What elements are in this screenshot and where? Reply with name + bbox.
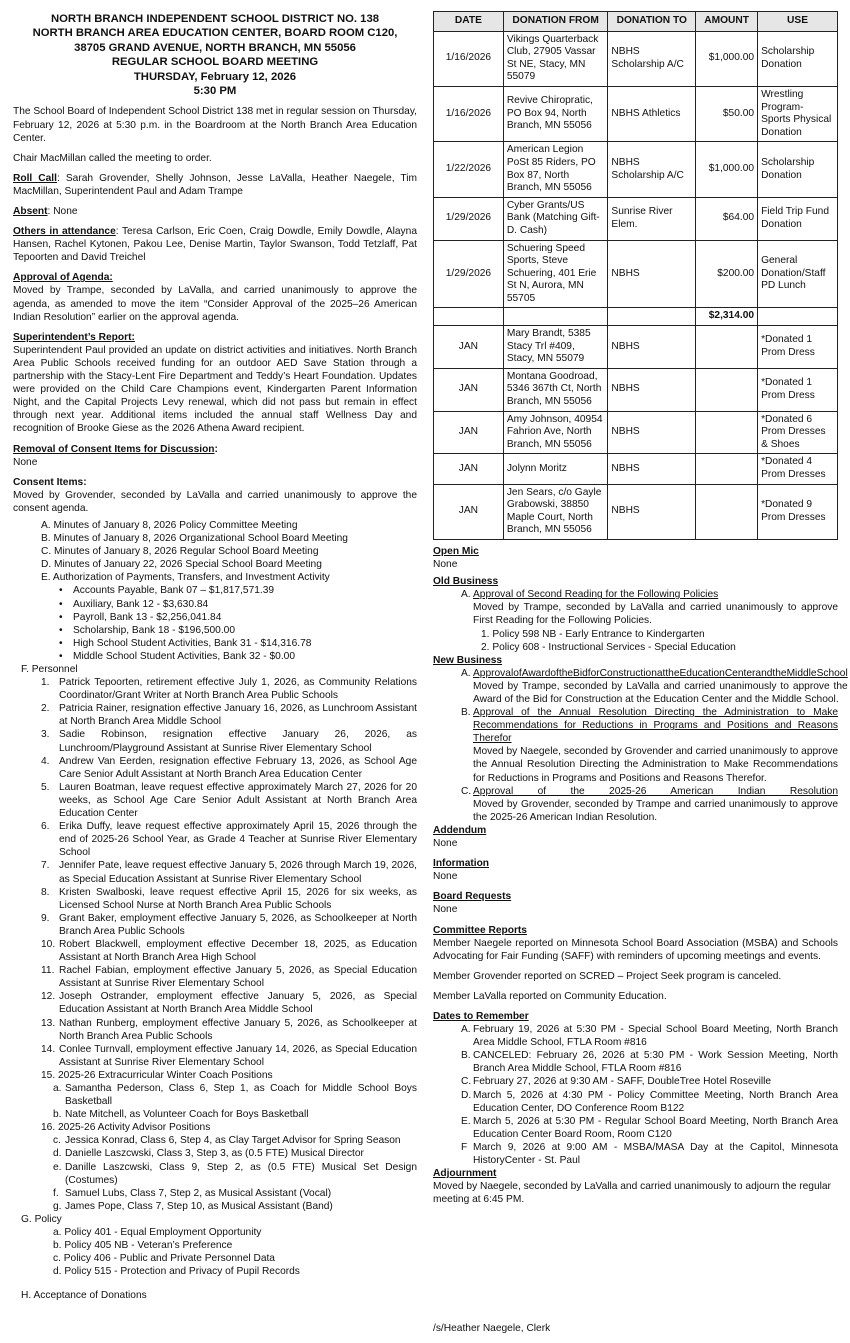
date-item bbox=[433, 1075, 838, 1088]
cell-use: *Donated 9 Prom Dresses bbox=[758, 484, 838, 539]
consent-item: C. Minutes of January 8, 2026 Regular School Board Meeting bbox=[41, 546, 319, 558]
cell-use: Field Trip Fund Donation bbox=[758, 197, 838, 240]
cell-use: *Donated 4 Prom Dresses bbox=[758, 454, 838, 484]
column-header-from: DONATION FROM bbox=[503, 12, 608, 32]
removal-label: Removal of Consent Items for Discussion bbox=[13, 443, 215, 455]
item-number: 13. bbox=[41, 1017, 56, 1029]
item-number: 10. bbox=[41, 938, 56, 950]
cell-total: $2,314.00 bbox=[696, 308, 758, 326]
cell-amount bbox=[696, 368, 758, 411]
donations-label: H. Acceptance of Donations bbox=[21, 1290, 147, 1302]
committee-label: Committee Reports bbox=[433, 924, 527, 936]
item-number: a. bbox=[53, 1083, 62, 1094]
cell-from: Jen Sears, c/o Gayle Grabowski, 38850 Maple Court, North Branch, MN 55056 bbox=[503, 484, 608, 539]
personnel-item bbox=[41, 820, 417, 859]
table-row bbox=[434, 86, 838, 141]
item-text: Erika Duffy, leave request effective approximately April 15, 2026 through the end of 2025-26 School Year, as Grade 4 Teacher at Sunrise River Elementary School bbox=[59, 821, 417, 859]
new-business-item-text: Moved by Naegele, seconded by Grovender and carried unanimously to approve the Annual Resolution Directing the Administration to Make Recommendations for Reductions in Programs and Positions and Reasons Therefor. bbox=[473, 746, 838, 784]
cell-use: Scholarship Donation bbox=[758, 142, 838, 197]
new-business-item-text: Moved by Grovender, seconded by Trampe and carried unanimously to approve the 2025-26 American Indian Resolution. bbox=[473, 798, 838, 823]
advisor-item bbox=[53, 1161, 417, 1187]
cell-date: 1/29/2026 bbox=[434, 197, 504, 240]
item-text: Jennifer Pate, leave request effective January 5, 2026 through March 19, 2026, as Special Education Assistant at Sunrise River Elementary School bbox=[59, 860, 417, 885]
item-number: d. bbox=[53, 1148, 62, 1160]
item-text: James Pope, Class 7, Step 10, as Musical Assistant (Band) bbox=[65, 1200, 333, 1212]
advisor-item bbox=[53, 1200, 417, 1213]
cell-empty bbox=[434, 308, 504, 326]
date-text: March 5, 2026 at 5:30 PM - Regular School Board Meeting, North Branch Area Education Center Board Room, Room C120 bbox=[473, 1115, 838, 1140]
personnel-item bbox=[41, 676, 417, 702]
new-business-list bbox=[433, 667, 848, 824]
cell-amount: $1,000.00 bbox=[696, 31, 758, 86]
removal-section bbox=[13, 443, 417, 469]
personnel-item bbox=[41, 755, 417, 781]
personnel-item bbox=[41, 728, 417, 754]
header-line: NORTH BRANCH AREA EDUCATION CENTER, BOARD ROOM C120, bbox=[32, 27, 398, 40]
policy-item: a. Policy 401 - Equal Employment Opportunity bbox=[53, 1227, 262, 1239]
item-text: Conlee Turnvall, employment effective January 14, 2026, as Special Education Assistant at Sunrise River Elementary School bbox=[59, 1043, 417, 1068]
absent-label: Absent bbox=[13, 206, 48, 217]
cell-use: *Donated 1 Prom Dress bbox=[758, 368, 838, 411]
personnel-item bbox=[41, 781, 417, 820]
advisors-list bbox=[13, 1134, 417, 1213]
committee-report: Member Naegele reported on Minnesota School Board Association (MSBA) and Schools Advocating for Fair Funding (SAFF) with reminders of upcoming meetings and events. bbox=[433, 937, 838, 962]
cell-to: NBHS Scholarship A/C bbox=[608, 31, 696, 86]
item-letter: D. bbox=[461, 1089, 472, 1101]
item-number: 4. bbox=[41, 755, 50, 767]
consent-text: Moved by Grovender, seconded by LaValla and carried unanimously to approve the consent agenda. bbox=[13, 489, 417, 514]
old-business-section bbox=[433, 575, 838, 654]
cell-to: NBHS bbox=[608, 240, 696, 308]
payment-text: Payroll, Bank 13 - $2,256,041.84 bbox=[73, 611, 222, 623]
coach-item bbox=[53, 1108, 417, 1121]
roll-call bbox=[13, 172, 417, 198]
consent-label: Consent Items: bbox=[13, 476, 87, 488]
cell-to: Sunrise River Elem. bbox=[608, 197, 696, 240]
date-text: February 19, 2026 at 5:30 PM - Special School Board Meeting, North Branch Area Middle School, FTLA Room #816 bbox=[473, 1024, 838, 1049]
date-item bbox=[433, 1141, 838, 1167]
item-number: 11. bbox=[41, 965, 55, 977]
table-row bbox=[434, 368, 838, 411]
consent-item: B. Minutes of January 8, 2026 Organizational School Board Meeting bbox=[41, 533, 348, 545]
bullet-glyph: • bbox=[59, 624, 63, 636]
item-letter: B. bbox=[461, 707, 471, 719]
cell-empty bbox=[758, 308, 838, 326]
superintendent-text: Superintendent Paul provided an update on district activities and initiatives. North Branch Area Public Schools received funding for an outdoor AED Save Station through a partnership with the Stacy-Lent Fire Department and Teddy’s Heart Foundation. Updates were provided on the Child Care Champions event, Kindergarten Parent Information Night, and the Capital Projects Levy renewal, which did not pass but remain in effect through next year. Additional items included the annual staff Wellness Day and recognition of Brooke Giese as the 2026 Athena Award recipient. bbox=[13, 344, 417, 435]
item-number: g. bbox=[53, 1200, 62, 1212]
cell-to: NBHS bbox=[608, 368, 696, 411]
item-number: c. bbox=[53, 1135, 61, 1147]
new-business-label: New Business bbox=[433, 654, 503, 666]
dates-list bbox=[433, 1023, 838, 1167]
header-line: REGULAR SCHOOL BOARD MEETING bbox=[111, 56, 319, 69]
payment-item bbox=[59, 650, 417, 663]
information-text: None bbox=[433, 871, 458, 883]
new-business-item-title: ApprovalofAwardoftheBidforConstructionattheEducationCenterandtheMiddleSchool bbox=[473, 667, 848, 679]
cell-empty bbox=[503, 308, 608, 326]
new-business-item-body bbox=[473, 667, 848, 706]
item-number: b. bbox=[53, 1109, 62, 1121]
absent bbox=[13, 205, 417, 218]
cell-from: Schuering Speed Sports, Steve Schuering, 401 Erie St N, Aurora, MN 55705 bbox=[503, 240, 608, 308]
item-letter: B. bbox=[461, 1050, 471, 1062]
personnel-item bbox=[41, 964, 417, 990]
personnel-list bbox=[13, 676, 417, 1069]
payment-item bbox=[59, 598, 417, 611]
policy-list bbox=[13, 1226, 417, 1278]
payment-text: High School Student Activities, Bank 31 - $14,316.78 bbox=[73, 637, 312, 649]
others-attendance bbox=[13, 225, 417, 264]
cell-from: American Legion PoSt 85 Riders, PO Box 87, North Branch, MN 55056 bbox=[503, 142, 608, 197]
left-column bbox=[13, 12, 417, 1303]
cell-amount: $1,000.00 bbox=[696, 142, 758, 197]
item-text: Rachel Fabian, employment effective January 5, 2026, as Special Education Assistant at Sunrise River Elementary School bbox=[59, 965, 417, 990]
cell-use: General Donation/Staff PD Lunch bbox=[758, 240, 838, 308]
coaches-label: 15. 2025-26 Extracurricular Winter Coach Positions bbox=[41, 1069, 273, 1081]
item-text: Sadie Robinson, resignation effective January 26, 2026, as Lunchroom/Playground Assistant at Sunrise River Elementary School bbox=[59, 729, 417, 754]
item-text: Nate Mitchell, as Volunteer Coach for Boys Basketball bbox=[65, 1109, 309, 1121]
item-letter: F bbox=[461, 1141, 468, 1153]
cell-to: NBHS Athletics bbox=[608, 86, 696, 141]
cell-amount bbox=[696, 326, 758, 369]
agenda-label: Approval of Agenda: bbox=[13, 272, 113, 284]
consent-section bbox=[13, 476, 417, 1303]
adjournment-label: Adjournment bbox=[433, 1168, 497, 1180]
payment-text: Middle School Student Activities, Bank 32 - $0.00 bbox=[73, 650, 295, 662]
committee-section bbox=[433, 924, 838, 1003]
new-business-item bbox=[433, 706, 838, 785]
old-business-item-title: Approval of Second Reading for the Following Policies bbox=[473, 589, 719, 601]
new-business-item-body bbox=[473, 706, 838, 785]
policy-item: b. Policy 405 NB - Veteran’s Preference bbox=[53, 1240, 233, 1252]
cell-from: Amy Johnson, 40954 Fahrion Ave, North Branch, MN 55056 bbox=[503, 411, 608, 454]
clerk-signature: /s/Heather Naegele, Clerk bbox=[433, 1323, 551, 1334]
item-number: 14. bbox=[41, 1043, 56, 1055]
item-text: Jessica Konrad, Class 6, Step 4, as Clay Target Advisor for Spring Season bbox=[65, 1135, 401, 1147]
coaches-list bbox=[13, 1082, 417, 1121]
committee-report: Member Grovender reported on SCRED – Project Seek program is canceled. bbox=[433, 970, 782, 982]
open-mic-section bbox=[433, 545, 838, 571]
payment-item bbox=[59, 624, 417, 637]
bullet-glyph: • bbox=[59, 637, 63, 649]
consent-item: D. Minutes of January 22, 2026 Special School Board Meeting bbox=[41, 559, 322, 571]
superintendent-label: Superintendent’s Report: bbox=[13, 331, 135, 343]
item-number: 3. bbox=[41, 729, 50, 741]
personnel-item bbox=[41, 912, 417, 938]
cell-amount bbox=[696, 411, 758, 454]
personnel-item bbox=[41, 1043, 417, 1069]
column-header-use: USE bbox=[758, 12, 838, 32]
cell-use: Wrestling Program- Sports Physical Donation bbox=[758, 86, 838, 141]
donations-table-body bbox=[434, 31, 838, 539]
absent-text: : None bbox=[47, 206, 78, 217]
date-text: March 9, 2026 at 9:00 AM - MSBA/MASA Day at the Capitol, Minnesota HistoryCenter - St. Paul bbox=[473, 1141, 838, 1166]
cell-from: Mary Brandt, 5385 Stacy Trl #409, Stacy, MN 55079 bbox=[503, 326, 608, 369]
date-item bbox=[433, 1089, 838, 1115]
others-label: Others in attendance bbox=[13, 226, 116, 238]
cell-date: JAN bbox=[434, 484, 504, 539]
cell-to: NBHS bbox=[608, 484, 696, 539]
cell-amount: $200.00 bbox=[696, 240, 758, 308]
item-number: 7. bbox=[41, 860, 50, 872]
cell-amount: $64.00 bbox=[696, 197, 758, 240]
item-text: Nathan Runberg, employment effective January 5, 2026, as Schoolkeeper at North Branch Area Public Schools bbox=[59, 1017, 417, 1042]
item-text: Danille Laszcwski, Class 9, Step 2, as (0.5 FTE) Musical Set Design (Costumes) bbox=[65, 1161, 417, 1186]
payment-text: Auxiliary, Bank 12 - $3,630.84 bbox=[73, 598, 209, 610]
table-row bbox=[434, 142, 838, 197]
item-text: Joseph Ostrander, employment effective January 5, 2026, as Special Education Assistant at North Branch Area Middle School bbox=[59, 991, 417, 1016]
board-requests-section bbox=[433, 890, 838, 916]
cell-date: 1/16/2026 bbox=[434, 31, 504, 86]
cell-from: Cyber Grants/US Bank (Matching Gift-D. Cash) bbox=[503, 197, 608, 240]
item-text: Kristen Swalboski, leave request effective April 15, 2026 for six weeks, as Licensed School Nurse at North Branch Area Public Schools bbox=[59, 886, 417, 911]
table-row bbox=[434, 484, 838, 539]
cell-amount bbox=[696, 454, 758, 484]
personnel-item bbox=[41, 990, 417, 1016]
bullet-glyph: • bbox=[59, 598, 63, 610]
old-business-policy: 2. Policy 608 - Instructional Services - Special Education bbox=[481, 641, 736, 653]
item-number: 6. bbox=[41, 821, 50, 833]
roll-call-label: Roll Call bbox=[13, 172, 57, 184]
item-text: Grant Baker, employment effective January 5, 2026, as Schoolkeeper at North Branch Area Public Schools bbox=[59, 912, 417, 937]
personnel-item bbox=[41, 938, 417, 964]
information-label: Information bbox=[433, 858, 490, 870]
cell-to: NBHS Scholarship A/C bbox=[608, 142, 696, 197]
header-line: THURSDAY, February 12, 2026 bbox=[133, 70, 297, 83]
donations-table bbox=[433, 11, 838, 540]
table-row bbox=[434, 31, 838, 86]
new-business-item bbox=[433, 667, 848, 706]
item-letter: E. bbox=[461, 1115, 471, 1127]
old-business-policy: 1. Policy 598 NB - Early Entrance to Kindergarten bbox=[481, 628, 705, 640]
advisor-item bbox=[53, 1147, 417, 1160]
table-header-row bbox=[434, 12, 838, 32]
payment-text: Scholarship, Bank 18 - $196,500.00 bbox=[73, 624, 235, 636]
adjournment-text: Moved by Naegele, seconded by LaValla and carried unanimously to adjourn the regular meeting at 6:45 PM. bbox=[433, 1181, 831, 1206]
dates-section bbox=[433, 1010, 838, 1167]
item-number: e. bbox=[53, 1161, 62, 1173]
cell-to: NBHS bbox=[608, 326, 696, 369]
cell-to: NBHS bbox=[608, 411, 696, 454]
cell-date: JAN bbox=[434, 454, 504, 484]
item-text: Lauren Boatman, leave request effective approximately March 27, 2026 for 20 weeks, as School Age Care Senior Adult Assistant at North Branch Area Education Center bbox=[59, 781, 417, 820]
item-number: 12. bbox=[41, 991, 56, 1003]
addendum-label: Addendum bbox=[433, 824, 487, 836]
item-text: Samuel Lubs, Class 7, Step 2, as Musical Assistant (Vocal) bbox=[65, 1187, 332, 1199]
old-business-item-text: Moved by Trampe, seconded by LaValla and carried unanimously to approve First Reading for the Following Policies. bbox=[473, 602, 838, 627]
date-text: March 5, 2026 at 4:30 PM - Policy Committee Meeting, North Branch Area Education Center, DO Conference Room B122 bbox=[473, 1089, 838, 1114]
addendum-section bbox=[433, 824, 838, 850]
item-letter: A. bbox=[461, 1024, 471, 1036]
cell-from: Montana Goodroad, 5346 367th Ct, North Branch, MN 55056 bbox=[503, 368, 608, 411]
date-item bbox=[433, 1049, 838, 1075]
consent-item: E. Authorization of Payments, Transfers, and Investment Activity bbox=[41, 572, 330, 584]
item-number: 2. bbox=[41, 703, 50, 715]
bullet-glyph: • bbox=[59, 650, 63, 662]
old-business-item bbox=[433, 588, 838, 653]
agenda-text: Moved by Trampe, seconded by LaValla, and carried unanimously to approve the agenda, as amended to move the item “Consider Approval of the 2025–26 American Indian Resolution” earlier on the approval agenda. bbox=[13, 285, 417, 323]
cell-date: JAN bbox=[434, 368, 504, 411]
item-letter: C. bbox=[461, 785, 472, 797]
coach-item bbox=[53, 1082, 417, 1108]
agenda-section bbox=[13, 271, 417, 323]
item-text: Patricia Rainer, resignation effective January 16, 2026, as Lunchroom Assistant at North Branch Area Middle School bbox=[59, 703, 417, 728]
board-requests-label: Board Requests bbox=[433, 891, 512, 903]
personnel-item bbox=[41, 859, 417, 885]
header-line: NORTH BRANCH INDEPENDENT SCHOOL DISTRICT NO. 138 bbox=[50, 13, 380, 25]
personnel-item bbox=[41, 1017, 417, 1043]
personnel-item bbox=[41, 886, 417, 912]
new-business-item-body bbox=[473, 785, 838, 824]
column-header-date: DATE bbox=[434, 12, 504, 32]
old-business-item-body bbox=[473, 588, 838, 653]
policy-item: d. Policy 515 - Protection and Privacy of Pupil Records bbox=[53, 1266, 300, 1278]
header-line: 5:30 PM bbox=[193, 85, 237, 98]
consent-item: A. Minutes of January 8, 2026 Policy Committee Meeting bbox=[41, 519, 298, 531]
table-row bbox=[434, 454, 838, 484]
removal-text: None bbox=[13, 456, 38, 468]
cell-date: 1/22/2026 bbox=[434, 142, 504, 197]
item-text: Patrick Tepoorten, retirement effective July 1, 2026, as Community Relations Coordinator/Grant Writer at North Branch Area Public Schools bbox=[59, 677, 417, 702]
item-number: 9. bbox=[41, 912, 50, 924]
bullet-glyph: • bbox=[59, 611, 63, 623]
removal-colon: : bbox=[214, 443, 218, 455]
new-business-section bbox=[433, 654, 848, 824]
cell-use: Scholarship Donation bbox=[758, 31, 838, 86]
cell-use: *Donated 6 Prom Dresses & Shoes bbox=[758, 411, 838, 454]
table-row bbox=[434, 240, 838, 308]
date-item bbox=[433, 1115, 838, 1141]
intro-paragraph: The School Board of Independent School District 138 met in regular session on Thursday, February 12, 2026 at 5:30 p.m. in the Boardroom at the North Branch Area Education Center. bbox=[13, 106, 417, 144]
item-number: 5. bbox=[41, 781, 50, 793]
order-paragraph: Chair MacMillan called the meeting to order. bbox=[13, 152, 212, 164]
cell-from: Revive Chiropratic, PO Box 94, North Branch, MN 55056 bbox=[503, 86, 608, 141]
payments-list bbox=[13, 584, 417, 663]
cell-amount bbox=[696, 484, 758, 539]
item-text: Robert Blackwell, employment effective December 18, 2025, as Education Assistant at North Branch Area High School bbox=[59, 938, 417, 964]
open-mic-label: Open Mic bbox=[433, 545, 479, 557]
bullet-glyph: • bbox=[59, 585, 63, 597]
personnel-label: F. Personnel bbox=[21, 664, 78, 675]
header-line: 38705 GRAND AVENUE, NORTH BRANCH, MN 55056 bbox=[74, 41, 356, 54]
advisor-item bbox=[53, 1187, 417, 1200]
addendum-text: None bbox=[433, 838, 458, 850]
policy-label: G. Policy bbox=[21, 1213, 62, 1225]
item-text: Samantha Pederson, Class 6, Step 1, as Coach for Middle School Boys Basketball bbox=[65, 1083, 417, 1108]
item-text: Danielle Laszcwski, Class 3, Step 3, as (0.5 FTE) Musical Director bbox=[65, 1148, 364, 1160]
cell-date: JAN bbox=[434, 326, 504, 369]
item-number: 8. bbox=[41, 886, 50, 898]
cell-amount: $50.00 bbox=[696, 86, 758, 141]
payment-item bbox=[59, 637, 417, 650]
item-text: Andrew Van Eerden, resignation effective February 13, 2026, as School Age Care Senior Adult Assistant at North Branch Area Education Center bbox=[59, 755, 417, 780]
column-header-amount: AMOUNT bbox=[696, 12, 758, 32]
item-number: 1. bbox=[41, 677, 50, 689]
cell-date: 1/29/2026 bbox=[434, 240, 504, 308]
advisor-item bbox=[53, 1134, 417, 1147]
date-text: CANCELED: February 26, 2026 at 5:30 PM - Work Session Meeting, North Branch Area Middle School, FTLA Room #816 bbox=[473, 1050, 838, 1075]
cell-from: Vikings Quarterback Club, 27905 Vassar St NE, Stacy, MN 55079 bbox=[503, 31, 608, 86]
date-item bbox=[433, 1023, 838, 1049]
total-row bbox=[434, 308, 838, 326]
right-column bbox=[433, 11, 848, 1334]
cell-date: JAN bbox=[434, 411, 504, 454]
others-text: : Teresa Carlson, Eric Coen, Craig Dowdle, Emily Dowdle, Alayna Hansen, Rachel Kytonen, Pakou Lee, Denise Martin, Taylor Swanson, Todd Tetzlaff, Pat Tepoorten and David Treichel bbox=[13, 226, 417, 264]
removal-heading bbox=[13, 443, 417, 456]
personnel-item bbox=[41, 702, 417, 728]
roll-call-text: : Sarah Grovender, Shelly Johnson, Jesse LaValla, Heather Naegele, Tim MacMillan, Superintendent Paul and Adam Trampe bbox=[13, 172, 417, 197]
cell-to: NBHS bbox=[608, 454, 696, 484]
dates-label: Dates to Remember bbox=[433, 1010, 529, 1022]
cell-date: 1/16/2026 bbox=[434, 86, 504, 141]
board-requests-text: None bbox=[433, 904, 458, 916]
payment-text: Accounts Payable, Bank 07 – $1,817,571.39 bbox=[73, 585, 275, 597]
superintendent-section bbox=[13, 331, 417, 436]
adjournment-section bbox=[433, 1167, 838, 1206]
policy-item: c. Policy 406 - Public and Private Personnel Data bbox=[53, 1253, 275, 1265]
committee-report: Member LaValla reported on Community Education. bbox=[433, 990, 667, 1002]
cell-use: *Donated 1 Prom Dress bbox=[758, 326, 838, 369]
item-number: f. bbox=[53, 1187, 59, 1199]
table-row bbox=[434, 197, 838, 240]
payment-item bbox=[59, 584, 417, 597]
new-business-item-title: Approval of the Annual Resolution Directing the Administration to Make Recommendations for Reductions in Programs and Positions and Reasons Therefor bbox=[473, 707, 838, 745]
new-business-item-text: Moved by Trampe, seconded by LaValla and carried unanimously to approve the Award of the Bid for Construction at the Education Center and the Middle School. bbox=[473, 680, 848, 705]
document-header bbox=[13, 12, 417, 98]
payment-item bbox=[59, 611, 417, 624]
table-row bbox=[434, 411, 838, 454]
consent-items bbox=[13, 519, 417, 584]
old-business-label: Old Business bbox=[433, 576, 499, 588]
item-letter: C. bbox=[461, 1076, 472, 1088]
table-row bbox=[434, 326, 838, 369]
new-business-item bbox=[433, 785, 838, 824]
information-section bbox=[433, 857, 838, 883]
date-text: February 27, 2026 at 9:30 AM - SAFF, DoubleTree Hotel Roseville bbox=[473, 1076, 772, 1088]
item-letter: A. bbox=[461, 589, 471, 601]
cell-from: Jolynn Moritz bbox=[503, 454, 608, 484]
open-mic-text: None bbox=[433, 559, 458, 571]
advisors-label: 16. 2025-26 Activity Advisor Positions bbox=[41, 1122, 211, 1134]
cell-empty bbox=[608, 308, 696, 326]
item-letter: A. bbox=[461, 667, 471, 679]
column-header-to: DONATION TO bbox=[608, 12, 696, 32]
new-business-item-title: Approval of the 2025-26 American Indian Resolution bbox=[473, 785, 838, 797]
